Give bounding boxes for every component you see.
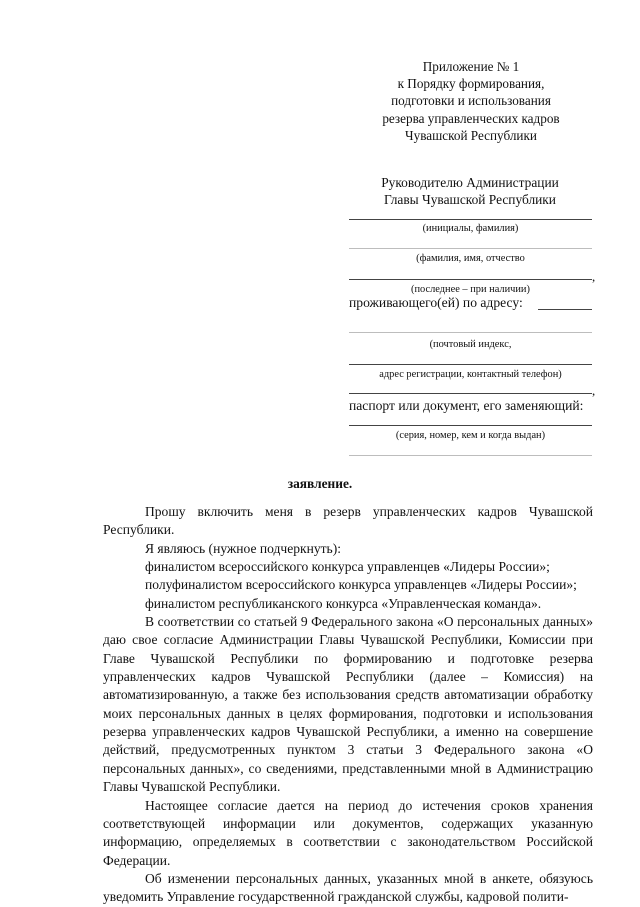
address-extra-fill-line[interactable] xyxy=(349,393,592,394)
initials-fill-line[interactable] xyxy=(349,219,592,220)
addressee-line-2: Главы Чувашской Республики xyxy=(384,192,556,208)
comma-mark-2: , xyxy=(592,383,596,398)
passport-label: паспорт или документ, его заменяющий: xyxy=(349,398,584,413)
fullname-hint: (фамилия, имя, отчество xyxy=(416,253,525,264)
appendix-number: Приложение № 1 xyxy=(422,59,520,74)
appendix-line-4: резерва управленческих кадров xyxy=(382,110,560,126)
address-fill-line[interactable] xyxy=(349,364,592,365)
statement-title: заявление. xyxy=(287,476,353,491)
address-hint: адрес регистрации, контактный телефон) xyxy=(379,369,562,380)
option-finalist[interactable]: финалистом всероссийского конкурса управленцев «Лидеры России»; xyxy=(145,559,550,575)
appendix-line-2: к Порядку формирования, xyxy=(397,76,545,92)
postal-hint: (почтовый индекс, xyxy=(429,339,512,350)
status-prompt: Я являюсь (нужное подчеркнуть): xyxy=(145,540,341,556)
postal-fill-line[interactable] xyxy=(349,332,592,333)
appendix-header xyxy=(340,58,602,144)
option-semifinalist[interactable]: полуфиналистом всероссийского конкурса управленцев «Лидеры России»; xyxy=(145,577,577,593)
appendix-line-3: подготовки и использования xyxy=(391,93,551,109)
appendix-line-5: Чувашской Республики xyxy=(405,127,537,143)
passport-hint: (серия, номер, кем и когда выдан) xyxy=(395,430,546,441)
residence-label: проживающего(ей) по адресу: xyxy=(349,295,523,310)
fullname-fill-line[interactable] xyxy=(349,248,592,249)
addressee-block xyxy=(345,174,595,209)
patronymic-hint: (последнее – при наличии) xyxy=(411,284,530,295)
addressee-line-1: Руководителю Администрации xyxy=(381,175,559,190)
option-republican-finalist[interactable]: финалистом республиканского конкурса «Управленческая команда». xyxy=(145,595,542,611)
request-paragraph: Прошу включить меня в резерв управленческих кадров Чувашской Республики. xyxy=(103,504,593,538)
consent-paragraph: В соответствии со статьей 9 Федерального закона «О персональных данных» даю свое согласие Администрации Главы Чувашской Республики, Комиссии при Главе Чувашской Республики по формированию и подготовке резерва управленческих кадров Чувашской Республики (далее – Комиссия) на автоматизированную, а также без использования средств автоматизации обработку моих персональных данных в целях формирования, подготовки и использования резерва управленческих кадров Чувашской Республики, а именно на совершение действий, предусмотренных пунктом 3 статьи 3 Федерального закона «О персональных данных», со сведениями, представленными мной в Администрацию Главы Чувашской Республики. xyxy=(103,614,593,795)
statement-body xyxy=(103,503,593,907)
passport-extra-fill-line[interactable] xyxy=(349,455,592,456)
passport-fill-line[interactable] xyxy=(349,425,592,426)
notification-paragraph: Об изменении персональных данных, указанных мной в анкете, обязуюсь уведомить Управление государственной гражданской службы, кадровой полити- xyxy=(103,870,593,905)
residence-inline-line[interactable] xyxy=(538,309,592,310)
comma-mark: , xyxy=(592,269,596,284)
initials-hint: (инициалы, фамилия) xyxy=(422,223,519,234)
patronymic-fill-line[interactable] xyxy=(349,279,592,280)
consent-period-paragraph: Настоящее согласие дается на период до истечения сроков хранения соответствующей информации или документов, содержащих указанную информацию, определяемых в соответствии с законодательством Российской Федерации. xyxy=(103,797,593,868)
